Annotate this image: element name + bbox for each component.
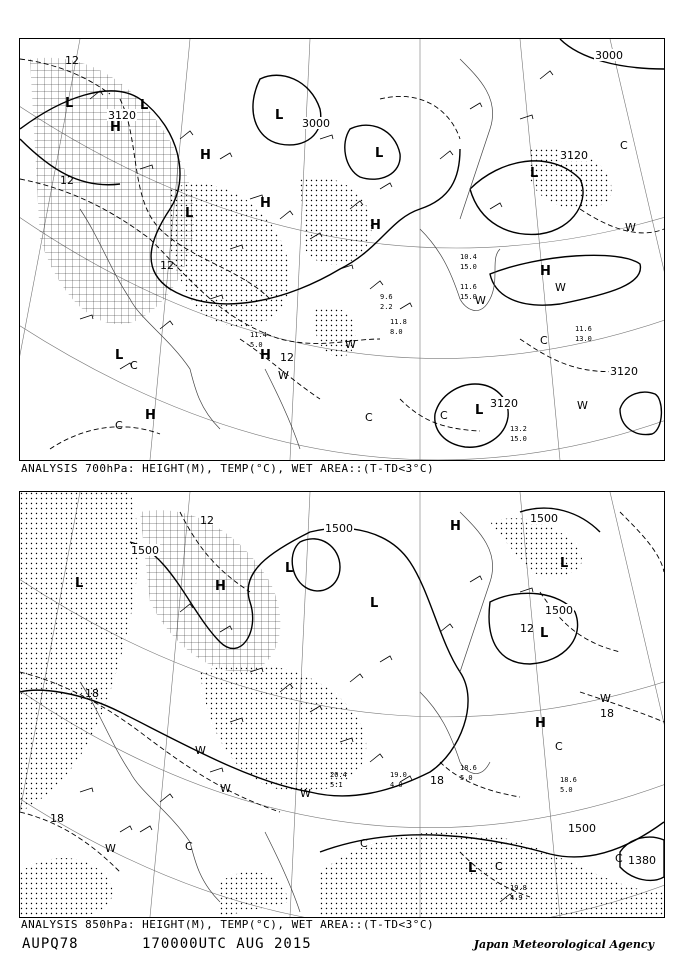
height-contour-label: 1500 bbox=[530, 512, 558, 525]
height-contour-label: 1500 bbox=[568, 822, 596, 835]
wet-areas bbox=[30, 58, 612, 357]
station-value: 5.0 bbox=[250, 341, 263, 349]
pressure-center-label: L bbox=[475, 403, 484, 418]
pressure-center-label: H bbox=[540, 264, 551, 279]
map-labels-850 bbox=[50, 512, 657, 902]
pressure-center-label: L bbox=[560, 556, 569, 571]
temperature-contour-label: 12 bbox=[60, 174, 74, 187]
station-value: 20.4 bbox=[330, 771, 347, 779]
valid-time: 170000UTC AUG 2015 bbox=[142, 936, 312, 952]
station-value: 5.1 bbox=[330, 781, 343, 789]
station-value: 19.0 bbox=[390, 771, 407, 779]
station-value: 5.0 bbox=[460, 774, 473, 782]
pressure-center-label: L bbox=[468, 861, 477, 876]
temperature-contour-label: 12 bbox=[280, 351, 294, 364]
height-contour-label: 3120 bbox=[490, 397, 518, 410]
height-contour-label: 3000 bbox=[595, 49, 623, 62]
cold-center-label: C bbox=[540, 334, 548, 347]
warm-center-label: W bbox=[195, 744, 206, 757]
pressure-center-label: L bbox=[375, 146, 384, 161]
pressure-center-label: H bbox=[370, 218, 381, 233]
cold-center-label: C bbox=[115, 419, 123, 432]
pressure-center-label: L bbox=[65, 96, 74, 111]
station-value: 11.8 bbox=[390, 318, 407, 326]
cold-center-label: C bbox=[495, 860, 503, 873]
cold-center-label: C bbox=[185, 840, 193, 853]
map-850hpa-svg bbox=[20, 492, 664, 917]
temperature-contour-label: 18 bbox=[85, 687, 99, 700]
panel-caption-700hpa: ANALYSIS 700hPa: HEIGHT(M), TEMP(°C), WET AREA::(T-TD<3°C) bbox=[21, 462, 435, 475]
pressure-center-label: H bbox=[260, 196, 271, 211]
station-value: 11.6 bbox=[460, 283, 477, 291]
height-contour-label: 3000 bbox=[302, 117, 330, 130]
pressure-center-label: H bbox=[450, 519, 461, 534]
warm-center-label: W bbox=[475, 294, 486, 307]
temperature-contour-label: 12 bbox=[65, 54, 79, 67]
station-value: 4.9 bbox=[510, 894, 523, 902]
pressure-center-label: H bbox=[110, 120, 121, 135]
pressure-center-label: H bbox=[215, 579, 226, 594]
station-value: 2.2 bbox=[380, 303, 393, 311]
warm-center-label: W bbox=[555, 281, 566, 294]
warm-center-label: W bbox=[300, 787, 311, 800]
warm-center-label: W bbox=[345, 338, 356, 351]
temperature-contour-label: 12 bbox=[200, 514, 214, 527]
station-value: 15.0 bbox=[460, 263, 477, 271]
height-contour-label: 1500 bbox=[131, 544, 159, 557]
height-contour-label: 3120 bbox=[108, 109, 136, 122]
warm-center-label: W bbox=[105, 842, 116, 855]
station-value: 19.8 bbox=[510, 884, 527, 892]
warm-center-label: W bbox=[577, 399, 588, 412]
station-value: 9.6 bbox=[380, 293, 393, 301]
warm-center-label: W bbox=[625, 221, 636, 234]
station-value: 13.2 bbox=[510, 425, 527, 433]
station-value: 4.0 bbox=[390, 781, 403, 789]
pressure-center-label: L bbox=[185, 206, 194, 221]
station-value: 18.6 bbox=[560, 776, 577, 784]
warm-center-label: W bbox=[220, 782, 231, 795]
pressure-center-label: L bbox=[115, 348, 124, 363]
pressure-center-label: H bbox=[200, 148, 211, 163]
pressure-center-label: H bbox=[260, 348, 271, 363]
pressure-center-label: L bbox=[285, 561, 294, 576]
pressure-center-label: L bbox=[530, 166, 539, 181]
warm-center-label: W bbox=[600, 692, 611, 705]
map-700hpa-svg bbox=[20, 39, 664, 460]
cold-center-label: C bbox=[365, 411, 373, 424]
height-contour-label: 3120 bbox=[610, 365, 638, 378]
station-value: 5.0 bbox=[560, 786, 573, 794]
cold-center-label: C bbox=[620, 139, 628, 152]
station-value: 8.0 bbox=[390, 328, 403, 336]
pressure-center-label: L bbox=[540, 626, 549, 641]
pressure-center-label: H bbox=[145, 408, 156, 423]
map-panel-850hpa bbox=[19, 491, 665, 918]
cold-center-label: C bbox=[360, 837, 368, 850]
pressure-center-label: L bbox=[370, 596, 379, 611]
station-value: 11.6 bbox=[575, 325, 592, 333]
temperature-contour-label: 12 bbox=[160, 259, 174, 272]
temperature-contour-label: 12 bbox=[520, 622, 534, 635]
pressure-center-label: L bbox=[140, 98, 149, 113]
temperature-contour-label: 18 bbox=[600, 707, 614, 720]
cold-center-label: C bbox=[440, 409, 448, 422]
cold-center-label: C bbox=[555, 740, 563, 753]
station-value: 11.4 bbox=[250, 331, 267, 339]
height-contour-label: 1500 bbox=[325, 522, 353, 535]
height-contour-label: 1380 bbox=[628, 854, 656, 867]
station-value: 18.6 bbox=[460, 764, 477, 772]
temperature-contour-label: 18 bbox=[430, 774, 444, 787]
pressure-center-label: L bbox=[275, 108, 284, 123]
station-value: 13.0 bbox=[575, 335, 592, 343]
warm-center-label: W bbox=[278, 369, 289, 382]
station-value: 10.4 bbox=[460, 253, 477, 261]
agency-name: Japan Meteorological Agency bbox=[473, 938, 654, 951]
chart-code: AUPQ78 bbox=[22, 936, 79, 952]
height-contour-label: 1500 bbox=[545, 604, 573, 617]
station-value: 15.0 bbox=[460, 293, 477, 301]
pressure-center-label: L bbox=[75, 576, 84, 591]
panel-caption-850hpa: ANALYSIS 850hPa: HEIGHT(M), TEMP(°C), WET AREA::(T-TD<3°C) bbox=[21, 918, 435, 931]
station-value: 15.0 bbox=[510, 435, 527, 443]
temperature-contour-label: 18 bbox=[50, 812, 64, 825]
map-panel-700hpa bbox=[19, 38, 665, 461]
height-contour-label: 3120 bbox=[560, 149, 588, 162]
pressure-center-label: H bbox=[535, 716, 546, 731]
cold-center-label: C bbox=[615, 852, 623, 865]
cold-center-label: C bbox=[130, 359, 138, 372]
